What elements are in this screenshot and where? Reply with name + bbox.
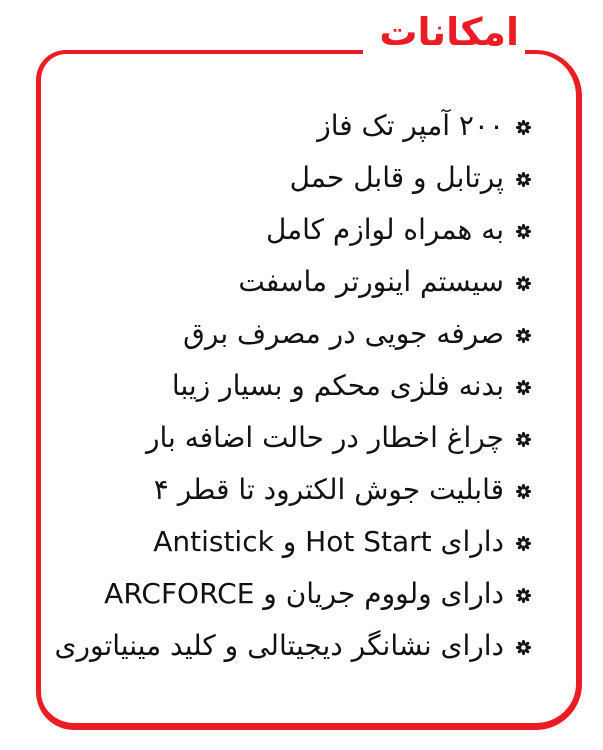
feature-item [55, 620, 532, 672]
feature-item [55, 360, 532, 412]
flower-asterisk-bullet-icon [515, 275, 532, 292]
feature-item [55, 100, 532, 152]
feature-text: پرتابل و قابل حمل [289, 161, 504, 194]
feature-text: به همراه لوازم کامل [265, 213, 504, 246]
flower-asterisk-bullet-icon [515, 639, 532, 656]
feature-text: دارای Hot Start و Antistick [153, 525, 504, 558]
flower-asterisk-bullet-icon [515, 431, 532, 448]
feature-text: بدنه فلزی محکم و بسیار زیبا [171, 369, 504, 402]
flower-asterisk-bullet-icon [515, 223, 532, 240]
feature-item [55, 412, 532, 464]
flower-asterisk-bullet-icon [515, 587, 532, 604]
feature-text: سیستم اینورتر ماسفت [238, 265, 504, 298]
section-title: امکانات [363, 8, 525, 58]
feature-item [55, 308, 532, 360]
feature-item [55, 464, 532, 516]
feature-item [55, 152, 532, 204]
feature-text: دارای نشانگر دیجیتالی و کلید مینیاتوری [54, 629, 504, 662]
flower-asterisk-bullet-icon [515, 119, 532, 136]
features-list [55, 100, 532, 672]
features-box [36, 50, 582, 730]
feature-text: چراغ اخطار در حالت اضافه بار [145, 421, 504, 454]
feature-item [55, 256, 532, 308]
feature-text: صرفه جویی در مصرف برق [183, 317, 504, 350]
flower-asterisk-bullet-icon [515, 535, 532, 552]
feature-text: دارای ولووم جریان و ARCFORCE [104, 577, 504, 610]
flower-asterisk-bullet-icon [515, 483, 532, 500]
feature-item [55, 204, 532, 256]
flower-asterisk-bullet-icon [515, 379, 532, 396]
flower-asterisk-bullet-icon [515, 327, 532, 344]
feature-text: قابلیت جوش الکترود تا قطر ۴ [153, 473, 504, 506]
feature-item [55, 516, 532, 568]
feature-item [55, 568, 532, 620]
flower-asterisk-bullet-icon [515, 171, 532, 188]
feature-text: ۲۰۰ آمپر تک فاز [317, 109, 504, 142]
